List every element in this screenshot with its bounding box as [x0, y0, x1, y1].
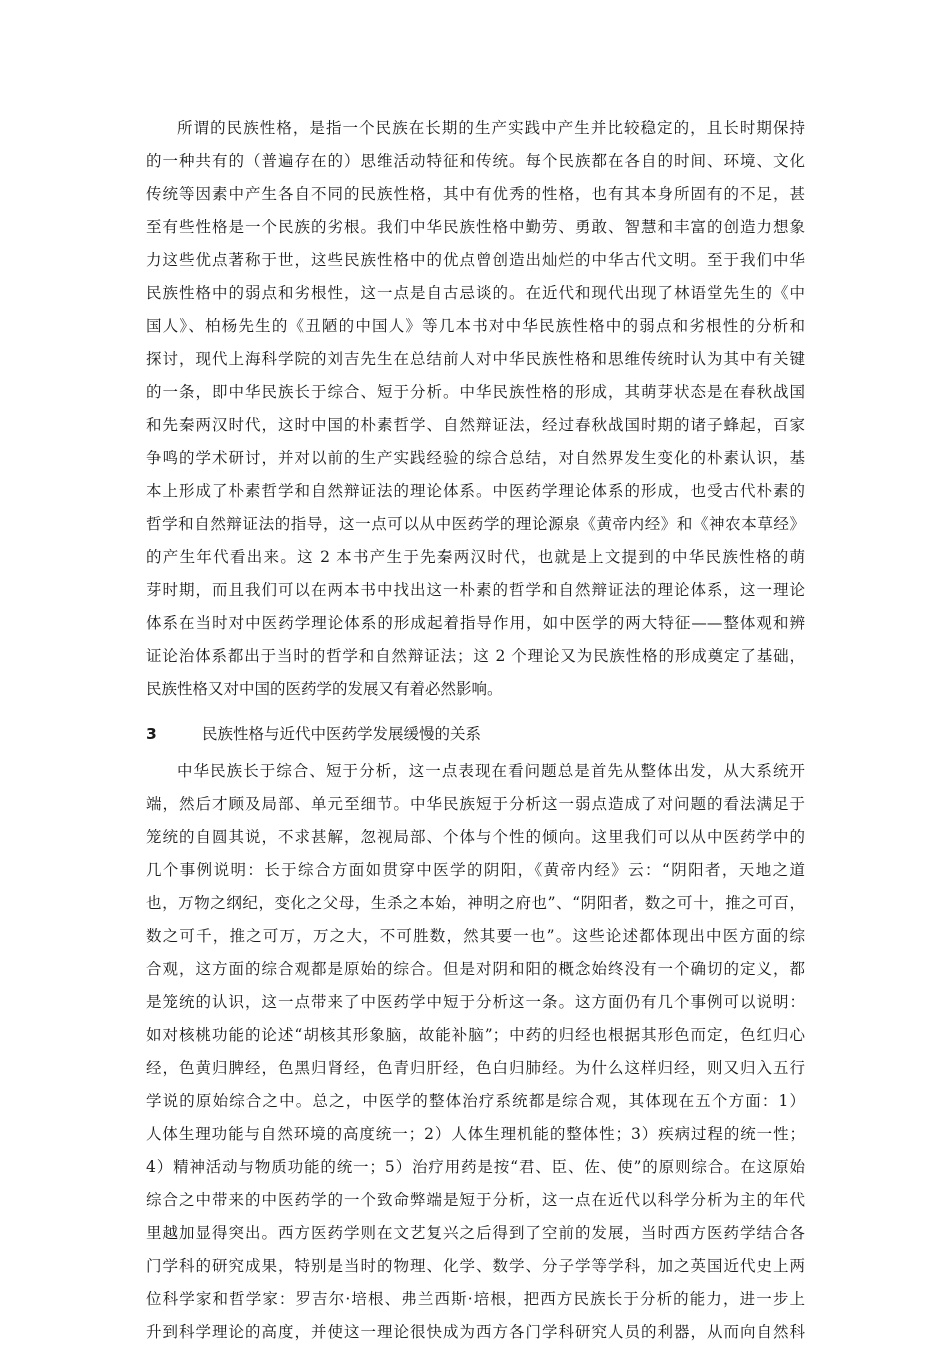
section-heading: [146, 718, 805, 751]
text-line: 争鸣的学术研讨，并对以前的生产实践经验的综合总结，对自然界发生变化的朴素认识，基: [146, 449, 805, 467]
text-line: 是笼统的认识，这一点带来了中医药学中短于分析这一条。这方面仍有几个事例可以说明：: [146, 993, 805, 1011]
text-line: 证论治体系都出于当时的哲学和自然辩证法；这 2 个理论又为民族性格的形成奠定了基础，: [146, 647, 805, 665]
text-line: 芽时期，而且我们可以在两本书中找出这一朴素的哲学和自然辩证法的理论体系，这一理论: [146, 581, 805, 599]
text-line: 和先秦两汉时代，这时中国的朴素哲学、自然辩证法，经过春秋战国时期的诸子蜂起，百家: [146, 416, 805, 434]
text-line: 探讨，现代上海科学院的刘吉先生在总结前人对中华民族性格和思维传统时认为其中有关键: [146, 350, 805, 368]
text-line: 力这些优点著称于世，这些民族性格中的优点曾创造出灿烂的中华古代文明。至于我们中华: [146, 251, 805, 269]
text-line: 国人》、柏杨先生的《丑陋的中国人》等几本书对中华民族性格中的弱点和劣根性的分析和: [146, 317, 805, 335]
text-line: 的产生年代看出来。这 2 本书产生于先秦两汉时代，也就是上文提到的中华民族性格的萌: [146, 548, 805, 566]
document-page: [146, 112, 805, 1349]
text-line: 传统等因素中产生各自不同的民族性格，其中有优秀的性格，也有其本身所固有的不足，甚: [146, 185, 805, 203]
text-line: 数之可千，推之可万，万之大，不可胜数，然其要一也”。这些论述都体现出中医方面的综: [146, 927, 805, 945]
text-line: 经，色黄归脾经，色黑归肾经，色青归肝经，色白归肺经。为什么这样归经，则又归入五行: [146, 1059, 805, 1077]
text-line: 学说的原始综合之中。总之，中医学的整体治疗系统都是综合观，其体现在五个方面：1）: [146, 1092, 805, 1110]
text-line: 里越加显得突出。西方医药学则在文艺复兴之后得到了空前的发展，当时西方医药学结合各: [146, 1224, 805, 1242]
text-line: 民族性格中的弱点和劣根性，这一点是自古忌谈的。在近代和现代出现了林语堂先生的《中: [146, 284, 805, 302]
text-line: 笼统的自圆其说，不求甚解，忽视局部、个体与个性的倾向。这里我们可以从中医药学中的: [146, 828, 805, 846]
text-line: 升到科学理论的高度，并使这一理论很快成为西方各门学科研究人员的利器，从而向自然科: [146, 1323, 805, 1341]
text-line: 中华民族长于综合、短于分析，这一点表现在看问题总是首先从整体出发，从大系统开: [177, 762, 805, 780]
section-number: 3: [146, 725, 157, 743]
text-line: 4）精神活动与物质功能的统一；5）治疗用药是按“君、臣、佐、使”的原则综合。在这原始: [146, 1158, 805, 1176]
section-title: 民族性格与近代中医药学发展缓慢的关系: [202, 725, 482, 743]
text-line: 合观，这方面的综合观都是原始的综合。但是对阴和阳的概念始终没有一个确切的定义，都: [146, 960, 805, 978]
text-line: 哲学和自然辩证法的指导，这一点可以从中医药学的理论源泉《黄帝内经》和《神农本草经》: [146, 515, 805, 533]
paragraph-synthesis-analysis: [146, 755, 805, 1349]
text-line: 所谓的民族性格，是指一个民族在长期的生产实践中产生并比较稳定的，且长时期保持: [177, 119, 805, 137]
text-line: 综合之中带来的中医药学的一个致命弊端是短于分析，这一点在近代以科学分析为主的年代: [146, 1191, 805, 1209]
text-line: 的一条，即中华民族长于综合、短于分析。中华民族性格的形成，其萌芽状态是在春秋战国: [146, 383, 805, 401]
text-line: 至有些性格是一个民族的劣根。我们中华民族性格中勤劳、勇敢、智慧和丰富的创造力想象: [146, 218, 805, 236]
text-line: 几个事例说明：长于综合方面如贯穿中医学的阴阳，《黄帝内经》云：“阴阳者，天地之道: [146, 861, 805, 879]
text-line: 端，然后才顾及局部、单元至细节。中华民族短于分析这一弱点造成了对问题的看法满足于: [146, 795, 805, 813]
paragraph-national-character: [146, 112, 805, 706]
text-line: 本上形成了朴素哲学和自然辩证法的理论体系。中医药学理论体系的形成，也受古代朴素的: [146, 482, 805, 500]
text-line: 如对核桃功能的论述“胡核其形象脑，故能补脑”；中药的归经也根据其形色而定，色红归心: [146, 1026, 805, 1044]
text-line: 也，万物之纲纪，变化之父母，生杀之本始，神明之府也”、“阴阳者，数之可十，推之可百，: [146, 894, 805, 912]
text-line: 民族性格又对中国的医药学的发展又有着必然影响。: [146, 680, 503, 698]
text-line: 体系在当时对中医药学理论体系的形成起着指导作用，如中医学的两大特征——整体观和辨: [146, 614, 805, 632]
text-line: 人体生理功能与自然环境的高度统一；2）人体生理机能的整体性；3）疾病过程的统一性；: [146, 1125, 805, 1143]
text-line: 的一种共有的（普遍存在的）思维活动特征和传统。每个民族都在各自的时间、环境、文化: [146, 152, 805, 170]
text-line: 位科学家和哲学家：罗吉尔·培根、弗兰西斯·培根，把西方民族长于分析的能力，进一步上: [146, 1290, 805, 1308]
text-line: 门学科的研究成果，特别是当时的物理、化学、数学、分子学等学科，加之英国近代史上两: [146, 1257, 805, 1275]
